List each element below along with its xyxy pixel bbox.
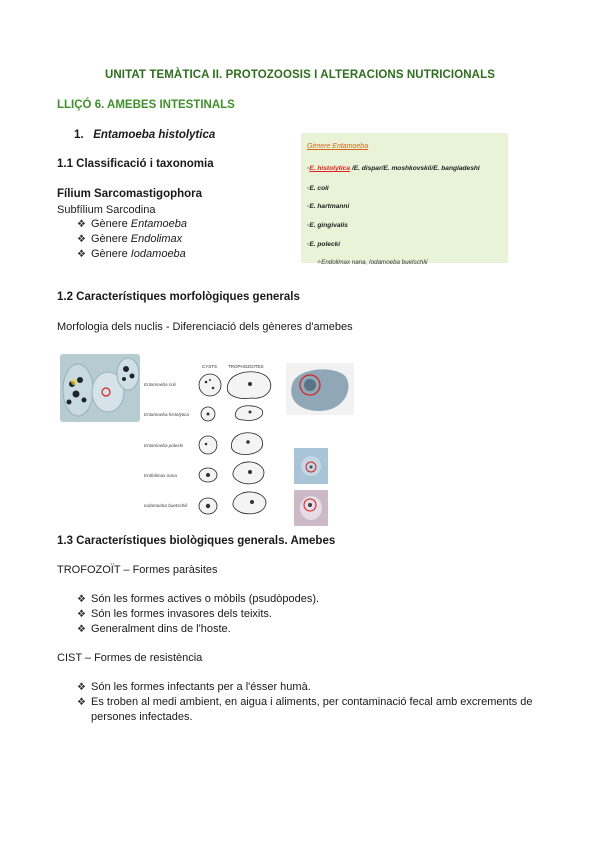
amoeba-drawing-table: [140, 360, 285, 530]
row-label: Entamoeba polecki: [144, 443, 184, 448]
section-1-heading: [74, 129, 215, 141]
diamond-bullet-icon: ❖: [77, 697, 86, 708]
greenbox-item: ◦E. gingivalis: [307, 222, 348, 229]
micrograph-right-bottom: [294, 490, 328, 526]
greenbox-title: Gènere Entamoeba: [307, 143, 369, 150]
row-label: Endolimax nana: [144, 473, 177, 478]
micrograph-left: [60, 354, 140, 422]
diamond-bullet-icon: ❖: [77, 682, 86, 693]
section-1-2-heading: 1.2 Característiques morfològiques generals: [57, 291, 300, 303]
phylum-label: Fílium Sarcomastigophora: [57, 188, 203, 200]
col-cysts: CYSTS: [202, 364, 218, 369]
greenbox-footer: ✧Endolimax nana, Iodamoeba buetschlii: [316, 259, 428, 266]
genus-item: ❖ Gènere Endolimax: [77, 233, 183, 245]
row-label: Iodamoeba buetschlii: [144, 503, 188, 508]
entamoeba-genus-box: [301, 133, 508, 263]
section-1-number: 1.: [74, 129, 84, 141]
trophozoite-item: ❖ Generalment dins de l'hoste.: [77, 623, 231, 635]
trophozoite-label: TROFOZOÏT – Formes paràsites: [57, 564, 218, 576]
micrograph-right-top: [286, 363, 354, 415]
cyst-item-continuation: persones infectades.: [91, 711, 193, 723]
row-label: Entamoeba coli: [144, 382, 176, 387]
greenbox-item: ◦E. coli: [307, 185, 329, 192]
section-1-name: Entamoeba histolytica: [93, 129, 216, 141]
genus-item: ❖ Gènere Entamoeba: [77, 218, 188, 230]
greenbox-item: ◦E. histolytica /E. dispar/E. moshkovskii/E. bangladeshi: [307, 165, 480, 172]
section-1-3-heading: 1.3 Característiques biològiques generals. Amebes: [57, 535, 336, 547]
diamond-bullet-icon: ❖: [77, 624, 86, 635]
row-label: Entamoeba histolytica: [144, 412, 189, 417]
genus-item: ❖ Gènere Iodamoeba: [77, 248, 186, 260]
greenbox-item: ◦E. polecki: [307, 241, 341, 248]
col-trophozoites: TROPHOZOITES: [228, 364, 264, 369]
diamond-bullet-icon: ❖: [77, 234, 86, 245]
diamond-bullet-icon: ❖: [77, 219, 86, 230]
cyst-item: ❖ Es troben al medi ambient, en aigua i aliments, per contaminació fecal amb excrements de: [77, 696, 533, 708]
subphylum-label: Subfílium Sarcodina: [57, 204, 156, 216]
diamond-bullet-icon: ❖: [77, 249, 86, 260]
cyst-item: ❖ Són les formes infectants per a l'ésser humà.: [77, 681, 311, 693]
lesson-title: LLIÇÓ 6. AMEBES INTESTINALS: [57, 99, 235, 111]
section-1-1-heading: 1.1 Classificació i taxonomia: [57, 158, 214, 170]
morphology-subtitle: Morfologia dels nuclis - Diferenciació dels gèneres d'amebes: [57, 321, 353, 333]
trophozoite-item: ❖ Són les formes invasores dels teixits.: [77, 608, 272, 620]
micrograph-right-mid: [294, 448, 328, 484]
diamond-bullet-icon: ❖: [77, 609, 86, 620]
diamond-bullet-icon: ❖: [77, 594, 86, 605]
document-title: UNITAT TEMÀTICA II. PROTOZOOSIS I ALTERACIONS NUTRICIONALS: [105, 69, 495, 81]
cyst-label: CIST – Formes de resistència: [57, 652, 203, 664]
greenbox-item: ◦E. hartmanni: [307, 203, 350, 210]
trophozoite-item: ❖ Són les formes actives o mòbils (psudòpodes).: [77, 593, 320, 605]
